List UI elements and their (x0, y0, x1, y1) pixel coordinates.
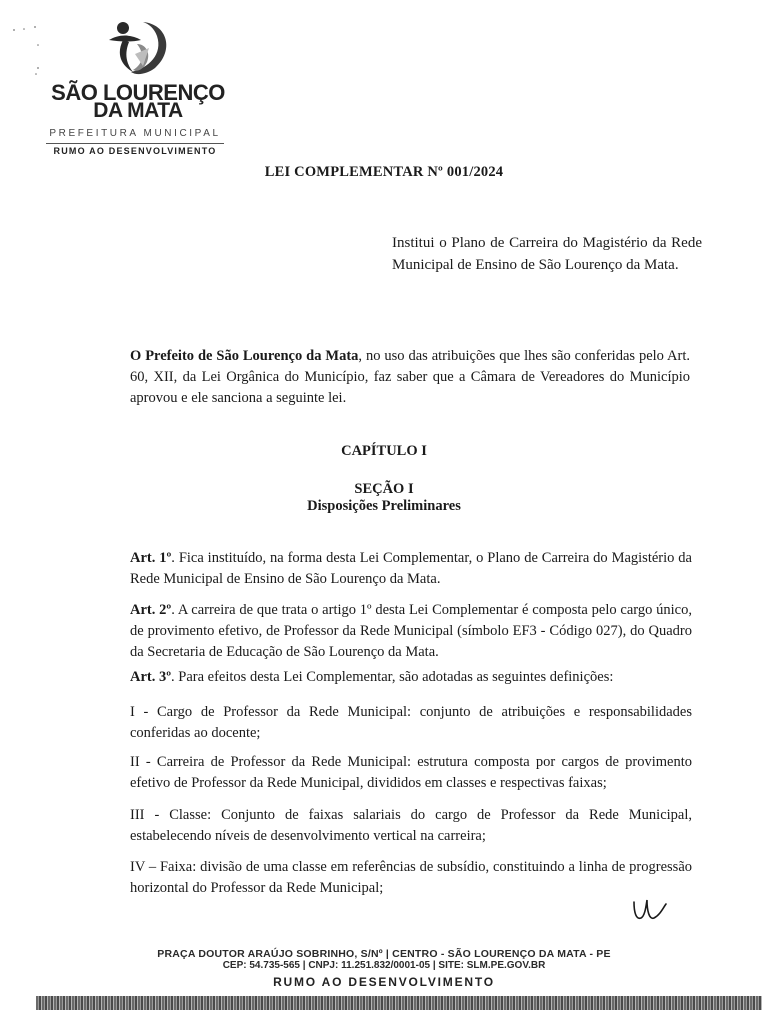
letterhead-rule (46, 143, 224, 144)
document-title: LEI COMPLEMENTAR Nº 001/2024 (264, 164, 504, 180)
municipality-name-line1: SÃO LOURENÇO (51, 80, 225, 105)
handwritten-initials (630, 896, 670, 926)
article-1 (130, 548, 692, 590)
definition-text: II - Carreira de Professor da Rede Municipal: estrutura composta por cargos de provimento efetivo de Professor da Rede Municipal, divididos em classes e respectivas faixas; (130, 754, 692, 791)
section-name: Disposições Preliminares (307, 498, 461, 514)
letterhead-motto: RUMO AO DESENVOLVIMENTO (53, 146, 217, 156)
municipal-logo-icon (97, 14, 177, 78)
article-lead: Art. 1º (130, 550, 172, 566)
footer-motto: RUMO AO DESENVOLVIMENTO (273, 975, 495, 989)
definition-text: III - Classe: Conjunto de faixas salariais do cargo de Professor da Rede Municipal, estabelecendo níveis de desenvolvimento vertical na carreira; (130, 807, 692, 844)
ementa: Institui o Plano de Carreira do Magistério da Rede Municipal de Ensino de São Lourenço da Mata. (392, 235, 702, 273)
scan-specks (0, 0, 60, 90)
preamble-text: , no uso das atribuições que lhes são conferidas pelo Art. 60, XII, da Lei Orgânica do Município, faz saber que a Câmara de Vereadores do Município aprovou e ele sanciona a seguinte lei. (130, 348, 690, 406)
article-text: . Fica instituído, na forma desta Lei Complementar, o Plano de Carreira do Magistério da Rede Municipal de Ensino de São Lourenço da Mata. (130, 550, 692, 587)
footer-decorative-band (36, 996, 762, 1010)
preamble-bold: O Prefeito de São Lourenço da Mata (130, 348, 359, 364)
footer-address: PRAÇA DOUTOR ARAÚJO SOBRINHO, S/Nº | CENTRO - SÃO LOURENÇO DA MATA - PE (157, 948, 611, 960)
chapter-heading: CAPÍTULO I (341, 443, 427, 459)
definition-text: I - Cargo de Professor da Rede Municipal: conjunto de atribuições e responsabilidades conferidas ao docente; (130, 704, 692, 741)
preamble (130, 346, 690, 409)
definition-text: IV – Faixa: divisão de uma classe em referências de subsídio, constituindo a linha de progressão horizontal do Professor da Rede Municipal; (130, 859, 692, 896)
article-lead: Art. 2º (130, 602, 172, 618)
section-heading: SEÇÃO I (354, 481, 414, 497)
article-3 (130, 667, 692, 688)
footer-contact: CEP: 54.735-565 | CNPJ: 11.251.832/0001-05 | SITE: SLM.PE.GOV.BR (222, 960, 546, 971)
definition-item (130, 702, 692, 744)
municipality-name-line2: DA MATA (93, 99, 183, 122)
definition-item (130, 805, 692, 847)
article-text: . A carreira de que trata o artigo 1º desta Lei Complementar é composta pelo cargo único, de provimento efetivo, de Professor da Rede Municipal (símbolo EF3 - Código 027), do Quadro da Secretaria de Educação de São Lourenço da Mata. (130, 602, 692, 660)
article-2 (130, 600, 692, 663)
definition-item (130, 857, 692, 899)
definition-item (130, 752, 692, 794)
article-text: . Para efeitos desta Lei Complementar, são adotadas as seguintes definições: (171, 669, 614, 685)
prefeitura-label: PREFEITURA MUNICIPAL (49, 128, 221, 139)
article-lead: Art. 3º (130, 669, 172, 685)
